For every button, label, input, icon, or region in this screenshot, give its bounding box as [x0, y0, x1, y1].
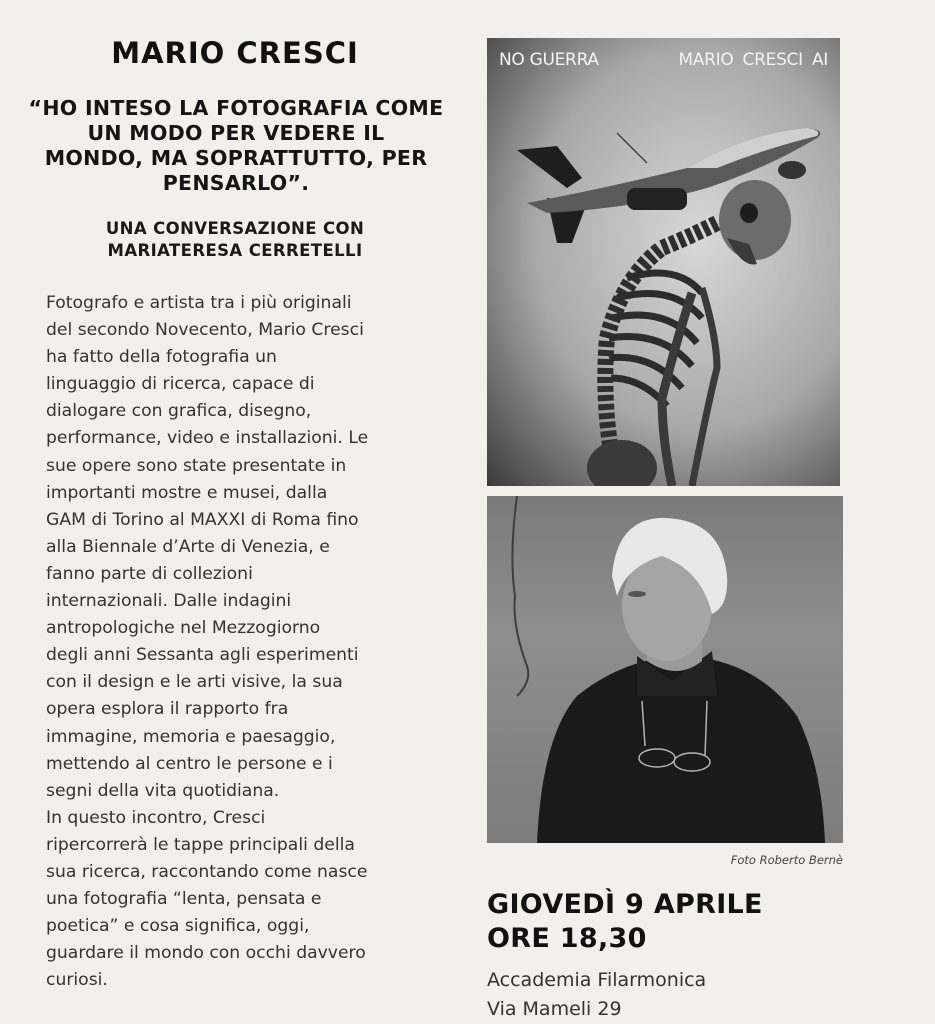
- event-date: GIOVEDÌ 9 APRILE: [487, 889, 763, 920]
- text-line: ha fatto della fotografia un: [46, 347, 277, 368]
- text-line: ripercorrerà le tappe principali della: [46, 834, 355, 855]
- text-line: internazionali. Dalle indagini: [46, 591, 292, 612]
- photo-credit: Foto Roberto Bernè: [730, 853, 843, 867]
- text-line: opera esplora il rapporto fra: [46, 699, 289, 720]
- portrait-photo: [487, 496, 843, 843]
- event-time: ORE 18,30: [487, 923, 647, 954]
- event-venue: Accademia Filarmonica: [487, 969, 707, 991]
- poster-title-left: NO GUERRA: [499, 50, 599, 70]
- description-text: [46, 290, 446, 994]
- text-line: del secondo Novecento, Mario Cresci: [46, 320, 364, 341]
- quote-line: UN MODO PER VEDERE IL: [87, 121, 385, 145]
- skeleton-drone-illustration: [487, 38, 840, 486]
- quote-line: “HO INTESO LA FOTOGRAFIA COME: [28, 96, 444, 120]
- text-line: alla Biennale d’Arte di Venezia, e: [46, 536, 330, 557]
- text-line: mettendo al centro le persone e i: [46, 753, 333, 774]
- text-line: poetica” e cosa significa, oggi,: [46, 916, 310, 937]
- event-datetime: [487, 888, 763, 956]
- text-line: segni della vita quotidiana.: [46, 780, 280, 801]
- text-line: dialogare con grafica, disegno,: [46, 401, 312, 422]
- speaker-name: MARIO CRESCI: [111, 36, 359, 70]
- poster-title-right: MARIO CRESCI AI: [678, 50, 828, 70]
- text-line: immagine, memoria e paesaggio,: [46, 726, 336, 747]
- headline-quote: [18, 96, 454, 196]
- text-line: sue opere sono state presentate in: [46, 455, 347, 476]
- event-address: Via Mameli 29: [487, 998, 622, 1020]
- portrait-illustration: [487, 496, 843, 843]
- text-line: In questo incontro, Cresci: [46, 807, 266, 828]
- text-line: con il design e le arti visive, la sua: [46, 672, 343, 693]
- text-line: curiosi.: [46, 970, 108, 991]
- subtitle-line: MARIATERESA CERRETELLI: [107, 241, 363, 260]
- text-line: Fotografo e artista tra i più originali: [46, 293, 352, 313]
- quote-line: PENSARLO”.: [162, 171, 310, 195]
- text-line: una fotografia “lenta, pensata e: [46, 889, 322, 910]
- text-line: fanno parte di collezioni: [46, 563, 253, 584]
- text-line: importanti mostre e musei, dalla: [46, 482, 328, 503]
- conversation-subtitle: [40, 218, 430, 262]
- quote-line: MONDO, MA SOPRATTUTTO, PER: [44, 146, 428, 170]
- event-location: [487, 966, 706, 1024]
- text-line: guardare il mondo con occhi davvero: [46, 943, 366, 964]
- artwork-poster-image: [487, 38, 840, 486]
- text-line: linguaggio di ricerca, capace di: [46, 374, 315, 395]
- subtitle-line: UNA CONVERSAZIONE CON: [105, 219, 365, 238]
- text-line: degli anni Sessanta agli esperimenti: [46, 645, 359, 666]
- text-line: antropologiche nel Mezzogiorno: [46, 618, 321, 639]
- text-line: performance, video e installazioni. Le: [46, 428, 369, 449]
- text-line: sua ricerca, raccontando come nasce: [46, 861, 368, 882]
- text-line: GAM di Torino al MAXXI di Roma fino: [46, 509, 359, 530]
